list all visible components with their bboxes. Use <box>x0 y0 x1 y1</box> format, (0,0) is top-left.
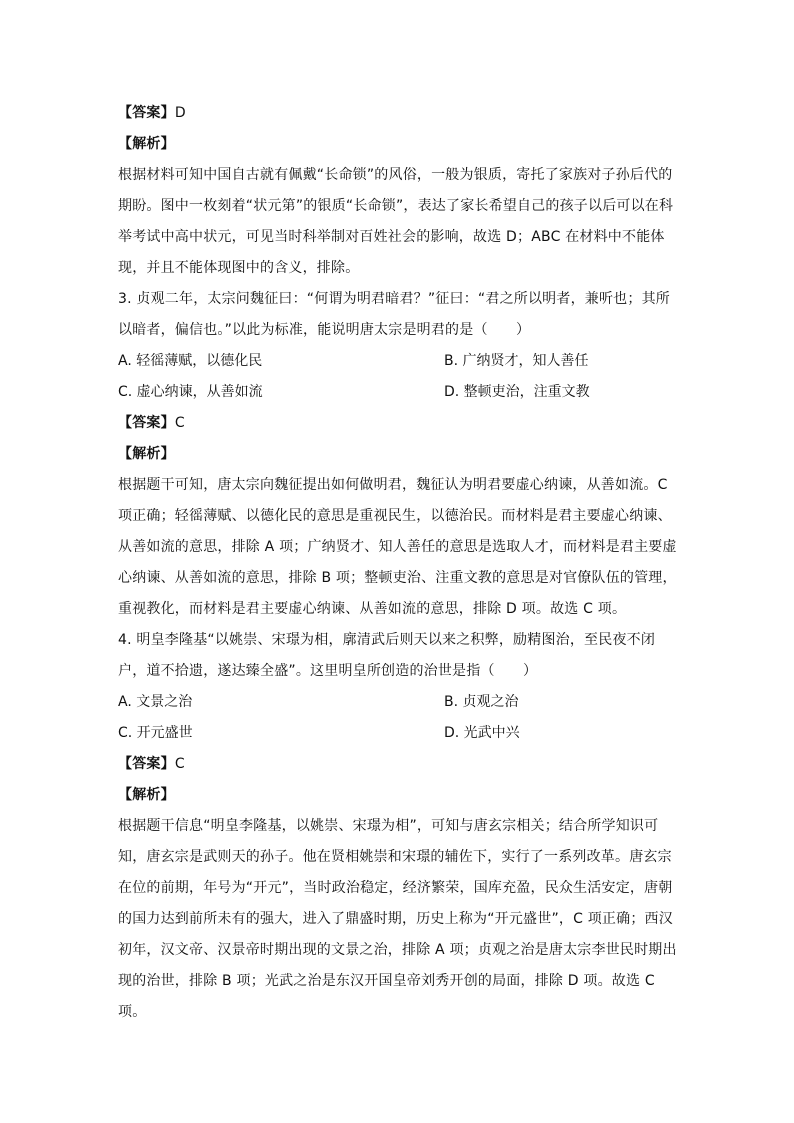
document-page <box>118 98 678 1028</box>
q3-analysis-label: 【解析】 <box>118 446 175 462</box>
q2-analysis-label: 【解析】 <box>118 136 175 152</box>
q4-analysis-line: 现的治世，排除 B 项；光武之治是东汉开国皇帝刘秀开创的局面，排除 D 项。故选 C <box>118 973 655 989</box>
q3-option-d: D. 整顿吏治，注重文教 <box>444 384 590 400</box>
q3-analysis-line: 根据题干可知，唐太宗向魏征提出如何做明君，魏征认为明君要虚心纳谏，从善如流。C <box>118 477 668 493</box>
q4-options-row-2 <box>118 718 678 749</box>
q3-analysis-line: 心纳谏、从善如流的意思，排除 B 项；整顿吏治、注重文教的意思是对官僚队伍的管理， <box>118 570 677 586</box>
q2-answer-value: D <box>174 105 186 121</box>
q4-stem-line: 户，道不拾遗，遂达臻全盛”。这里明皇所创造的治世是指（ ） <box>118 663 538 679</box>
q3-option-b: B. 广纳贤才，知人善任 <box>444 353 589 369</box>
q4-analysis-line: 知，唐玄宗是武则天的孙子。他在贤相姚崇和宋璟的辅佐下，实行了一系列改革。唐玄宗 <box>118 849 672 865</box>
q4-answer <box>118 749 678 780</box>
q4-analysis-line: 根据题干信息“明皇李隆基，以姚崇、宋璟为相”，可知与唐玄宗相关；结合所学知识可 <box>118 818 659 834</box>
q4-answer-label: 【答案】 <box>118 756 175 772</box>
q4-analysis-line: 初年，汉文帝、汉景帝时期出现的文景之治，排除 A 项；贞观之治是唐太宗李世民时期出 <box>118 942 677 958</box>
q3-option-a: A. 轻徭薄赋，以德化民 <box>118 353 263 369</box>
q4-option-d: D. 光武中兴 <box>444 725 520 741</box>
q4-analysis-label: 【解析】 <box>118 787 175 803</box>
q4-analysis-line: 在位的前期，年号为“开元”，当时政治稳定，经济繁荣，国库充盈，民众生活安定，唐朝 <box>118 880 673 896</box>
q2-analysis-line: 举考试中高中状元，可见当时科举制对百姓社会的影响，故选 D；ABC 在材料中不能体 <box>118 229 665 245</box>
q4-analysis-line: 项。 <box>118 1004 147 1020</box>
q2-analysis-line: 根据材料可知中国自古就有佩戴“长命锁”的风俗，一般为银质，寄托了家族对子孙后代的 <box>118 167 673 183</box>
q4-option-b: B. 贞观之治 <box>444 694 519 710</box>
q3-analysis-line: 重视教化，而材料是君主要虚心纳谏、从善如流的意思，排除 D 项。故选 C 项。 <box>118 601 627 617</box>
q2-analysis-line: 期盼。图中一枚刻着“状元第”的银质“长命锁”，表达了家长希望自己的孩子以后可以在科 <box>118 198 674 214</box>
q2-answer <box>118 98 678 129</box>
q4-analysis-line: 的国力达到前所未有的强大，进入了鼎盛时期，历史上称为“开元盛世”，C 项正确；西汉 <box>118 911 673 927</box>
q4-option-a: A. 文景之治 <box>118 694 193 710</box>
q3-option-c: C. 虚心纳谏，从善如流 <box>118 384 263 400</box>
q3-answer <box>118 408 678 439</box>
q3-stem-line: 以暗者，偏信也。”以此为标准，能说明唐太宗是明君的是（ ） <box>118 322 531 338</box>
q4-options-row-1 <box>118 687 678 718</box>
q3-options-row-1 <box>118 346 678 377</box>
q3-analysis-line: 从善如流的意思，排除 A 项；广纳贤才、知人善任的意思是选取人才，而材料是君主要虚 <box>118 539 677 555</box>
q4-answer-value: C <box>174 756 185 772</box>
q2-analysis-line: 现，并且不能体现图中的含义，排除。 <box>118 260 360 276</box>
q3-options-row-2 <box>118 377 678 408</box>
q2-answer-label: 【答案】 <box>118 105 175 121</box>
q4-stem-line: 4. 明皇李隆基“以姚崇、宋璟为相，廓清武后则天以来之积弊，励精图治，至民夜不闭 <box>118 632 656 648</box>
q3-analysis-line: 项正确；轻徭薄赋、以德化民的意思是重视民生，以德治民。而材料是君主要虚心纳谏、 <box>118 508 672 524</box>
q3-answer-label: 【答案】 <box>118 415 175 431</box>
q3-answer-value: C <box>174 415 185 431</box>
q3-stem-line: 3. 贞观二年，太宗问魏征曰：“何谓为明君暗君？”征曰：“君之所以明者，兼听也；其所 <box>118 291 670 307</box>
q4-option-c: C. 开元盛世 <box>118 725 193 741</box>
